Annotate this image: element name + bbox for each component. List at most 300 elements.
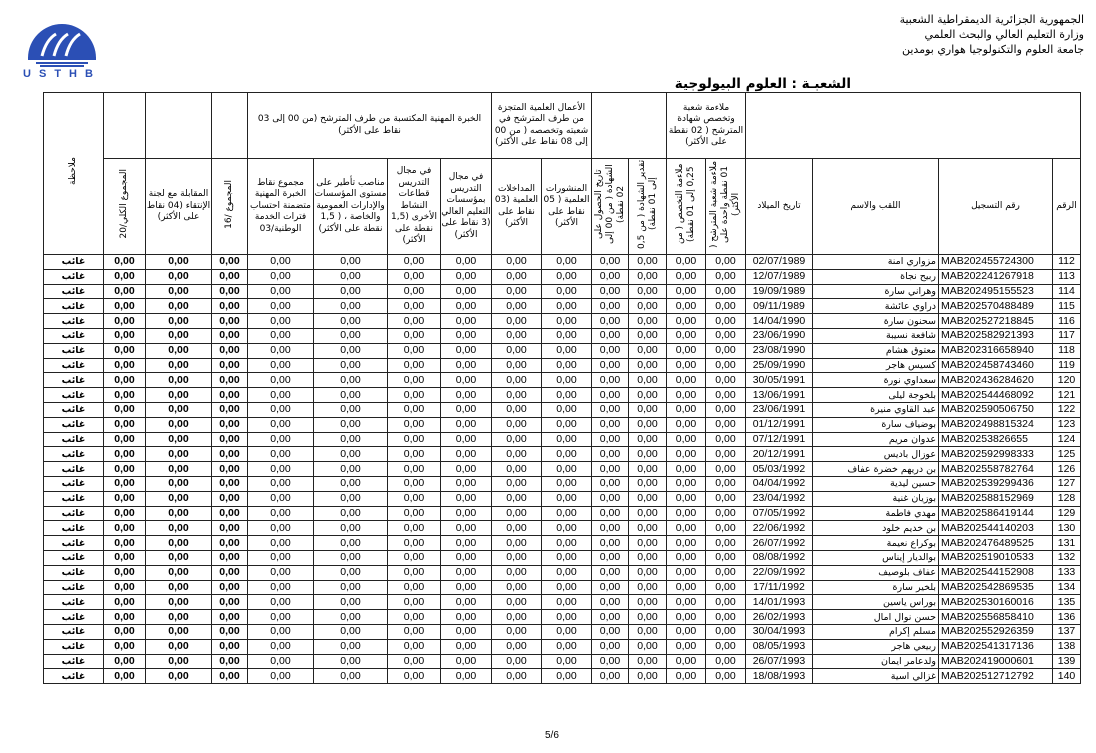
degree-grade-cell: 0,00 — [629, 328, 667, 343]
specialty-cell: 0,00 — [667, 447, 706, 462]
teaching-higher-cell: 0,00 — [441, 269, 492, 284]
dob-cell: 23/06/1991 — [746, 402, 813, 417]
publications-cell: 0,00 — [542, 654, 592, 669]
num-cell: 130 — [1053, 521, 1081, 536]
degree-grade-cell: 0,00 — [629, 506, 667, 521]
dob-cell: 26/07/1993 — [746, 654, 813, 669]
communications-cell: 0,00 — [492, 343, 542, 358]
degree-date-cell: 0,00 — [592, 536, 629, 551]
note-cell: غائب — [44, 491, 104, 506]
name-cell: معتوق هشام — [813, 343, 939, 358]
dob-cell: 14/04/1990 — [746, 314, 813, 329]
num-cell: 119 — [1053, 358, 1081, 373]
branch-cell: 0,00 — [706, 269, 746, 284]
degree-date-cell: 0,00 — [592, 624, 629, 639]
name-cell: عبد القاوي منيرة — [813, 402, 939, 417]
table-row — [44, 476, 1081, 491]
branch-cell: 0,00 — [706, 328, 746, 343]
note-cell: غائب — [44, 521, 104, 536]
col-header-degree-date: تاريخ الحصول على الشهادة ( من 00 إلى 02 نقطة) — [592, 159, 629, 255]
degree-date-cell: 0,00 — [592, 580, 629, 595]
experience-total-cell: 0,00 — [248, 328, 314, 343]
branch-cell: 0,00 — [706, 550, 746, 565]
interview-cell: 0,00 — [146, 255, 212, 270]
teaching-higher-cell: 0,00 — [441, 314, 492, 329]
total-20-cell: 0,00 — [104, 595, 146, 610]
num-cell: 125 — [1053, 447, 1081, 462]
interview-cell: 0,00 — [146, 491, 212, 506]
name-cell: بوراس ياسين — [813, 595, 939, 610]
total-16-cell: 0,00 — [212, 521, 248, 536]
branch-cell: 0,00 — [706, 284, 746, 299]
branch-cell: 0,00 — [706, 388, 746, 403]
total-20-cell: 0,00 — [104, 639, 146, 654]
teaching-other-cell: 0,00 — [388, 314, 441, 329]
name-cell: بلخير سارة — [813, 580, 939, 595]
specialty-cell: 0,00 — [667, 402, 706, 417]
table-row — [44, 669, 1081, 684]
total-20-cell: 0,00 — [104, 536, 146, 551]
publications-cell: 0,00 — [542, 447, 592, 462]
teaching-other-cell: 0,00 — [388, 432, 441, 447]
communications-cell: 0,00 — [492, 417, 542, 432]
col-header-teaching-higher: في مجال التدريس بمؤسسات التعليم العالي (3 نقاط على الأكثر) — [441, 159, 492, 255]
note-cell: غائب — [44, 432, 104, 447]
note-cell: غائب — [44, 388, 104, 403]
experience-total-cell: 0,00 — [248, 343, 314, 358]
management-cell: 0,00 — [314, 388, 388, 403]
management-cell: 0,00 — [314, 432, 388, 447]
management-cell: 0,00 — [314, 299, 388, 314]
experience-total-cell: 0,00 — [248, 462, 314, 477]
interview-cell: 0,00 — [146, 565, 212, 580]
teaching-higher-cell: 0,00 — [441, 343, 492, 358]
teaching-higher-cell: 0,00 — [441, 580, 492, 595]
communications-cell: 0,00 — [492, 536, 542, 551]
name-cell: مهدي فاطمة — [813, 506, 939, 521]
reg-cell: MAB202316658940 — [939, 343, 1053, 358]
num-cell: 137 — [1053, 624, 1081, 639]
degree-grade-cell: 0,00 — [629, 417, 667, 432]
teaching-other-cell: 0,00 — [388, 476, 441, 491]
reg-cell: MAB202419000601 — [939, 654, 1053, 669]
note-cell: غائب — [44, 654, 104, 669]
experience-total-cell: 0,00 — [248, 536, 314, 551]
total-20-cell: 0,00 — [104, 447, 146, 462]
specialty-cell: 0,00 — [667, 550, 706, 565]
table-row — [44, 491, 1081, 506]
total-16-cell: 0,00 — [212, 462, 248, 477]
degree-grade-cell: 0,00 — [629, 269, 667, 284]
interview-cell: 0,00 — [146, 299, 212, 314]
teaching-higher-cell: 0,00 — [441, 358, 492, 373]
teaching-higher-cell: 0,00 — [441, 550, 492, 565]
specialty-cell: 0,00 — [667, 521, 706, 536]
table-row — [44, 654, 1081, 669]
experience-total-cell: 0,00 — [248, 373, 314, 388]
interview-cell: 0,00 — [146, 624, 212, 639]
teaching-other-cell: 0,00 — [388, 284, 441, 299]
management-cell: 0,00 — [314, 373, 388, 388]
teaching-other-cell: 0,00 — [388, 521, 441, 536]
branch-cell: 0,00 — [706, 358, 746, 373]
col-header-specialty: ملاءمة التخصص ( من 0,25 إلى 01 نقطة) — [667, 159, 706, 255]
teaching-higher-cell: 0,00 — [441, 669, 492, 684]
degree-grade-cell: 0,00 — [629, 402, 667, 417]
reg-cell: MAB202586419144 — [939, 506, 1053, 521]
degree-date-cell: 0,00 — [592, 506, 629, 521]
degree-date-cell: 0,00 — [592, 639, 629, 654]
management-cell: 0,00 — [314, 255, 388, 270]
management-cell: 0,00 — [314, 639, 388, 654]
total-20-cell: 0,00 — [104, 284, 146, 299]
teaching-other-cell: 0,00 — [388, 669, 441, 684]
total-20-cell: 0,00 — [104, 402, 146, 417]
header-line-republic: الجمهورية الجزائرية الديمقراطية الشعبية — [899, 13, 1084, 26]
degree-grade-cell: 0,00 — [629, 491, 667, 506]
table-row — [44, 536, 1081, 551]
specialty-cell: 0,00 — [667, 299, 706, 314]
management-cell: 0,00 — [314, 328, 388, 343]
teaching-other-cell: 0,00 — [388, 388, 441, 403]
communications-cell: 0,00 — [492, 639, 542, 654]
experience-total-cell: 0,00 — [248, 669, 314, 684]
num-cell: 116 — [1053, 314, 1081, 329]
reg-cell: MAB202455724300 — [939, 255, 1053, 270]
experience-total-cell: 0,00 — [248, 417, 314, 432]
reg-cell: MAB202592998333 — [939, 447, 1053, 462]
note-cell: غائب — [44, 284, 104, 299]
degree-grade-cell: 0,00 — [629, 565, 667, 580]
teaching-higher-cell: 0,00 — [441, 462, 492, 477]
communications-cell: 0,00 — [492, 402, 542, 417]
specialty-cell: 0,00 — [667, 328, 706, 343]
note-cell: غائب — [44, 328, 104, 343]
dob-cell: 12/07/1989 — [746, 269, 813, 284]
communications-cell: 0,00 — [492, 447, 542, 462]
col-header-branch: ملاءمة شعبة المترشح ( 01 نقطة واحدة على الأكثر) — [706, 159, 746, 255]
management-cell: 0,00 — [314, 536, 388, 551]
specialty-cell: 0,00 — [667, 417, 706, 432]
note-cell: غائب — [44, 580, 104, 595]
name-cell: بوكراع نعيمة — [813, 536, 939, 551]
interview-cell: 0,00 — [146, 580, 212, 595]
total-16-cell: 0,00 — [212, 476, 248, 491]
note-cell: غائب — [44, 565, 104, 580]
teaching-higher-cell: 0,00 — [441, 491, 492, 506]
teaching-other-cell: 0,00 — [388, 536, 441, 551]
communications-cell: 0,00 — [492, 669, 542, 684]
publications-cell: 0,00 — [542, 284, 592, 299]
degree-grade-cell: 0,00 — [629, 388, 667, 403]
num-cell: 129 — [1053, 506, 1081, 521]
col-header-note: ملاحظة — [44, 93, 104, 255]
table-row — [44, 373, 1081, 388]
branch-cell: 0,00 — [706, 343, 746, 358]
degree-date-cell: 0,00 — [592, 610, 629, 625]
specialty-cell: 0,00 — [667, 343, 706, 358]
total-20-cell: 0,00 — [104, 565, 146, 580]
degree-date-cell: 0,00 — [592, 521, 629, 536]
num-cell: 113 — [1053, 269, 1081, 284]
degree-date-cell: 0,00 — [592, 343, 629, 358]
communications-cell: 0,00 — [492, 328, 542, 343]
table-row — [44, 595, 1081, 610]
teaching-other-cell: 0,00 — [388, 417, 441, 432]
degree-grade-cell: 0,00 — [629, 284, 667, 299]
communications-cell: 0,00 — [492, 299, 542, 314]
table-row — [44, 402, 1081, 417]
name-cell: شافعة نسيبة — [813, 328, 939, 343]
interview-cell: 0,00 — [146, 417, 212, 432]
degree-date-cell: 0,00 — [592, 402, 629, 417]
total-20-cell: 0,00 — [104, 610, 146, 625]
branch-cell: 0,00 — [706, 610, 746, 625]
total-16-cell: 0,00 — [212, 328, 248, 343]
degree-date-cell: 0,00 — [592, 654, 629, 669]
communications-cell: 0,00 — [492, 476, 542, 491]
experience-total-cell: 0,00 — [248, 565, 314, 580]
specialty-cell: 0,00 — [667, 565, 706, 580]
management-cell: 0,00 — [314, 550, 388, 565]
interview-cell: 0,00 — [146, 462, 212, 477]
table-body — [44, 255, 1081, 684]
management-cell: 0,00 — [314, 358, 388, 373]
interview-cell: 0,00 — [146, 447, 212, 462]
reg-cell: MAB202436284620 — [939, 373, 1053, 388]
teaching-higher-cell: 0,00 — [441, 506, 492, 521]
note-cell: غائب — [44, 269, 104, 284]
teaching-higher-cell: 0,00 — [441, 402, 492, 417]
note-cell: غائب — [44, 610, 104, 625]
total-16-cell: 0,00 — [212, 669, 248, 684]
table-row — [44, 388, 1081, 403]
management-cell: 0,00 — [314, 314, 388, 329]
num-cell: 127 — [1053, 476, 1081, 491]
management-cell: 0,00 — [314, 624, 388, 639]
interview-cell: 0,00 — [146, 402, 212, 417]
experience-total-cell: 0,00 — [248, 476, 314, 491]
interview-cell: 0,00 — [146, 343, 212, 358]
degree-grade-cell: 0,00 — [629, 373, 667, 388]
col-header-publications: المنشورات العلمية ( 05 نقاط على الأكثر) — [542, 159, 592, 255]
table-row — [44, 521, 1081, 536]
dob-cell: 08/05/1993 — [746, 639, 813, 654]
num-cell: 131 — [1053, 536, 1081, 551]
name-cell: بوالديار إيناس — [813, 550, 939, 565]
group-header-empty — [146, 93, 212, 159]
specialty-cell: 0,00 — [667, 624, 706, 639]
degree-date-cell: 0,00 — [592, 669, 629, 684]
reg-cell: MAB202590506750 — [939, 402, 1053, 417]
teaching-other-cell: 0,00 — [388, 610, 441, 625]
degree-grade-cell: 0,00 — [629, 669, 667, 684]
total-20-cell: 0,00 — [104, 580, 146, 595]
logo-emblem-icon — [22, 22, 102, 68]
num-cell: 135 — [1053, 595, 1081, 610]
communications-cell: 0,00 — [492, 610, 542, 625]
branch-cell: 0,00 — [706, 654, 746, 669]
degree-grade-cell: 0,00 — [629, 343, 667, 358]
teaching-other-cell: 0,00 — [388, 565, 441, 580]
degree-date-cell: 0,00 — [592, 255, 629, 270]
dob-cell: 22/09/1992 — [746, 565, 813, 580]
num-cell: 123 — [1053, 417, 1081, 432]
note-cell: غائب — [44, 462, 104, 477]
teaching-higher-cell: 0,00 — [441, 624, 492, 639]
degree-date-cell: 0,00 — [592, 432, 629, 447]
branch-cell: 0,00 — [706, 417, 746, 432]
publications-cell: 0,00 — [542, 669, 592, 684]
degree-date-cell: 0,00 — [592, 328, 629, 343]
reg-cell: MAB202476489525 — [939, 536, 1053, 551]
dob-cell: 01/12/1991 — [746, 417, 813, 432]
branch-cell: 0,00 — [706, 565, 746, 580]
teaching-other-cell: 0,00 — [388, 506, 441, 521]
name-cell: حسين ليدية — [813, 476, 939, 491]
table-row — [44, 610, 1081, 625]
specialty-cell: 0,00 — [667, 462, 706, 477]
experience-total-cell: 0,00 — [248, 447, 314, 462]
total-20-cell: 0,00 — [104, 521, 146, 536]
reg-cell: MAB202542869535 — [939, 580, 1053, 595]
reg-cell: MAB202570488489 — [939, 299, 1053, 314]
teaching-other-cell: 0,00 — [388, 373, 441, 388]
total-16-cell: 0,00 — [212, 255, 248, 270]
management-cell: 0,00 — [314, 491, 388, 506]
publications-cell: 0,00 — [542, 402, 592, 417]
interview-cell: 0,00 — [146, 269, 212, 284]
total-20-cell: 0,00 — [104, 373, 146, 388]
teaching-higher-cell: 0,00 — [441, 447, 492, 462]
degree-grade-cell: 0,00 — [629, 314, 667, 329]
teaching-other-cell: 0,00 — [388, 269, 441, 284]
col-header-num: الرقم — [1053, 159, 1081, 255]
dob-cell: 23/08/1990 — [746, 343, 813, 358]
reg-cell: MAB202558782764 — [939, 462, 1053, 477]
teaching-higher-cell: 0,00 — [441, 654, 492, 669]
total-16-cell: 0,00 — [212, 432, 248, 447]
name-cell: بوزيان غنية — [813, 491, 939, 506]
dob-cell: 05/03/1992 — [746, 462, 813, 477]
experience-total-cell: 0,00 — [248, 388, 314, 403]
interview-cell: 0,00 — [146, 314, 212, 329]
branch-cell: 0,00 — [706, 462, 746, 477]
degree-date-cell: 0,00 — [592, 595, 629, 610]
total-20-cell: 0,00 — [104, 314, 146, 329]
num-cell: 122 — [1053, 402, 1081, 417]
communications-cell: 0,00 — [492, 550, 542, 565]
management-cell: 0,00 — [314, 476, 388, 491]
total-16-cell: 0,00 — [212, 447, 248, 462]
branch-cell: 0,00 — [706, 491, 746, 506]
management-cell: 0,00 — [314, 654, 388, 669]
branch-cell: 0,00 — [706, 580, 746, 595]
communications-cell: 0,00 — [492, 624, 542, 639]
experience-total-cell: 0,00 — [248, 595, 314, 610]
note-cell: غائب — [44, 639, 104, 654]
note-cell: غائب — [44, 624, 104, 639]
name-cell: سحنون سارة — [813, 314, 939, 329]
degree-date-cell: 0,00 — [592, 284, 629, 299]
communications-cell: 0,00 — [492, 358, 542, 373]
name-cell: عفاف بلوصيف — [813, 565, 939, 580]
degree-date-cell: 0,00 — [592, 269, 629, 284]
interview-cell: 0,00 — [146, 284, 212, 299]
teaching-other-cell: 0,00 — [388, 580, 441, 595]
communications-cell: 0,00 — [492, 388, 542, 403]
specialty-cell: 0,00 — [667, 255, 706, 270]
teaching-higher-cell: 0,00 — [441, 328, 492, 343]
communications-cell: 0,00 — [492, 269, 542, 284]
publications-cell: 0,00 — [542, 476, 592, 491]
note-cell: غائب — [44, 314, 104, 329]
degree-grade-cell: 0,00 — [629, 536, 667, 551]
reg-cell: MAB202498815324 — [939, 417, 1053, 432]
teaching-other-cell: 0,00 — [388, 639, 441, 654]
branch-cell: 0,00 — [706, 447, 746, 462]
name-cell: عدوان مريم — [813, 432, 939, 447]
dob-cell: 19/09/1989 — [746, 284, 813, 299]
dob-cell: 30/05/1991 — [746, 373, 813, 388]
degree-grade-cell: 0,00 — [629, 624, 667, 639]
total-16-cell: 0,00 — [212, 417, 248, 432]
degree-date-cell: 0,00 — [592, 314, 629, 329]
name-cell: بن خديم خلود — [813, 521, 939, 536]
branch-cell: 0,00 — [706, 639, 746, 654]
specialty-cell: 0,00 — [667, 595, 706, 610]
reg-cell: MAB202588152969 — [939, 491, 1053, 506]
reg-cell: MAB202512712792 — [939, 669, 1053, 684]
col-header-name: اللقب والاسم — [813, 159, 939, 255]
num-cell: 138 — [1053, 639, 1081, 654]
teaching-higher-cell: 0,00 — [441, 595, 492, 610]
dob-cell: 13/06/1991 — [746, 388, 813, 403]
interview-cell: 0,00 — [146, 373, 212, 388]
col-header-dob: تاريخ الميلاد — [746, 159, 813, 255]
publications-cell: 0,00 — [542, 580, 592, 595]
experience-total-cell: 0,00 — [248, 624, 314, 639]
dob-cell: 22/06/1992 — [746, 521, 813, 536]
col-header-teaching-other: في مجال التدريس قطاعات النشاط الأخرى (1,5 نقطة على الأكثر) — [388, 159, 441, 255]
group-header-empty — [746, 93, 1081, 159]
publications-cell: 0,00 — [542, 491, 592, 506]
communications-cell: 0,00 — [492, 373, 542, 388]
note-cell: غائب — [44, 358, 104, 373]
experience-total-cell: 0,00 — [248, 402, 314, 417]
num-cell: 124 — [1053, 432, 1081, 447]
note-cell: غائب — [44, 255, 104, 270]
teaching-other-cell: 0,00 — [388, 299, 441, 314]
group-header-experience: الخبرة المهنية المكتسبة من طرف المترشح (من 00 إلى 03 نقاط على الأكثر) — [248, 93, 492, 159]
total-20-cell: 0,00 — [104, 432, 146, 447]
degree-grade-cell: 0,00 — [629, 299, 667, 314]
degree-grade-cell: 0,00 — [629, 358, 667, 373]
branch-cell: 0,00 — [706, 255, 746, 270]
table-row — [44, 580, 1081, 595]
teaching-higher-cell: 0,00 — [441, 299, 492, 314]
reg-cell: MAB202241267918 — [939, 269, 1053, 284]
experience-total-cell: 0,00 — [248, 550, 314, 565]
reg-cell: MAB202552926359 — [939, 624, 1053, 639]
num-cell: 115 — [1053, 299, 1081, 314]
branch-cell: 0,00 — [706, 402, 746, 417]
table-row — [44, 343, 1081, 358]
publications-cell: 0,00 — [542, 343, 592, 358]
experience-total-cell: 0,00 — [248, 358, 314, 373]
publications-cell: 0,00 — [542, 521, 592, 536]
total-16-cell: 0,00 — [212, 565, 248, 580]
